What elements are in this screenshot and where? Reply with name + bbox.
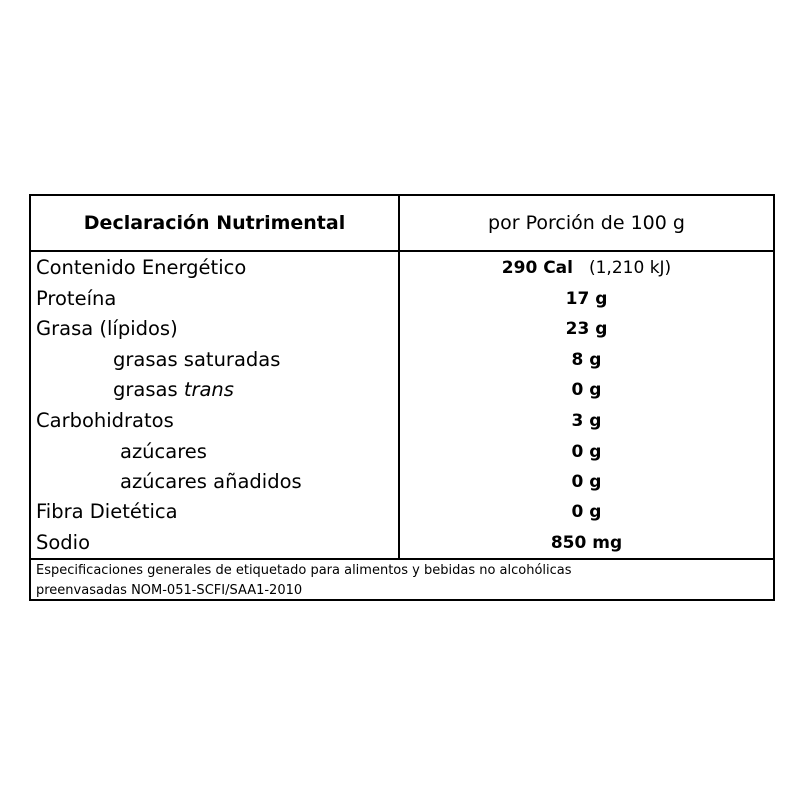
row-value-saturated-fat: 8 g (571, 350, 602, 370)
row-value-carbohydrates: 3 g (571, 411, 602, 431)
row-label-fiber: Fibra Dietética (36, 500, 178, 523)
row-label-energy: Contenido Energético (36, 256, 247, 279)
footer-divider (29, 558, 775, 560)
row-value-sugars: 0 g (571, 442, 602, 462)
row-label-sodium: Sodio (36, 531, 91, 554)
trans-fat-italic: trans (183, 378, 234, 401)
header-divider (29, 250, 775, 252)
row-value-added-sugars: 0 g (571, 472, 602, 492)
row-label-fat: Grasa (lípidos) (36, 317, 178, 340)
row-label-sugars: azúcares (120, 440, 207, 463)
regulation-footnote (36, 561, 766, 601)
row-value-fat: 23 g (565, 319, 608, 339)
row-label-carbohydrates: Carbohidratos (36, 409, 174, 432)
row-label-protein: Proteína (36, 287, 117, 310)
footnote-line-2: preenvasadas NOM-051-SCFI/SAA1-2010 (36, 583, 303, 598)
row-label-added-sugars: azúcares añadidos (120, 470, 302, 493)
portion-header: por Porción de 100 g (488, 212, 685, 234)
row-value-trans-fat: 0 g (571, 380, 602, 400)
row-value-energy (400, 253, 773, 283)
table-title: Declaración Nutrimental (83, 212, 346, 234)
row-value-sodium: 850 mg (550, 533, 623, 553)
row-label-saturated-fat: grasas saturadas (113, 348, 281, 371)
row-value-fiber: 0 g (571, 502, 602, 522)
trans-fat-prefix: grasas (113, 378, 184, 401)
energy-cal: 290 Cal (501, 258, 573, 278)
row-value-protein: 17 g (565, 289, 608, 309)
footnote-line-1: Especificaciones generales de etiquetado para alimentos y bebidas no alcohólicas (36, 563, 572, 578)
energy-kj: (1,210 kJ) (588, 258, 672, 278)
row-label-trans-fat (113, 375, 234, 405)
